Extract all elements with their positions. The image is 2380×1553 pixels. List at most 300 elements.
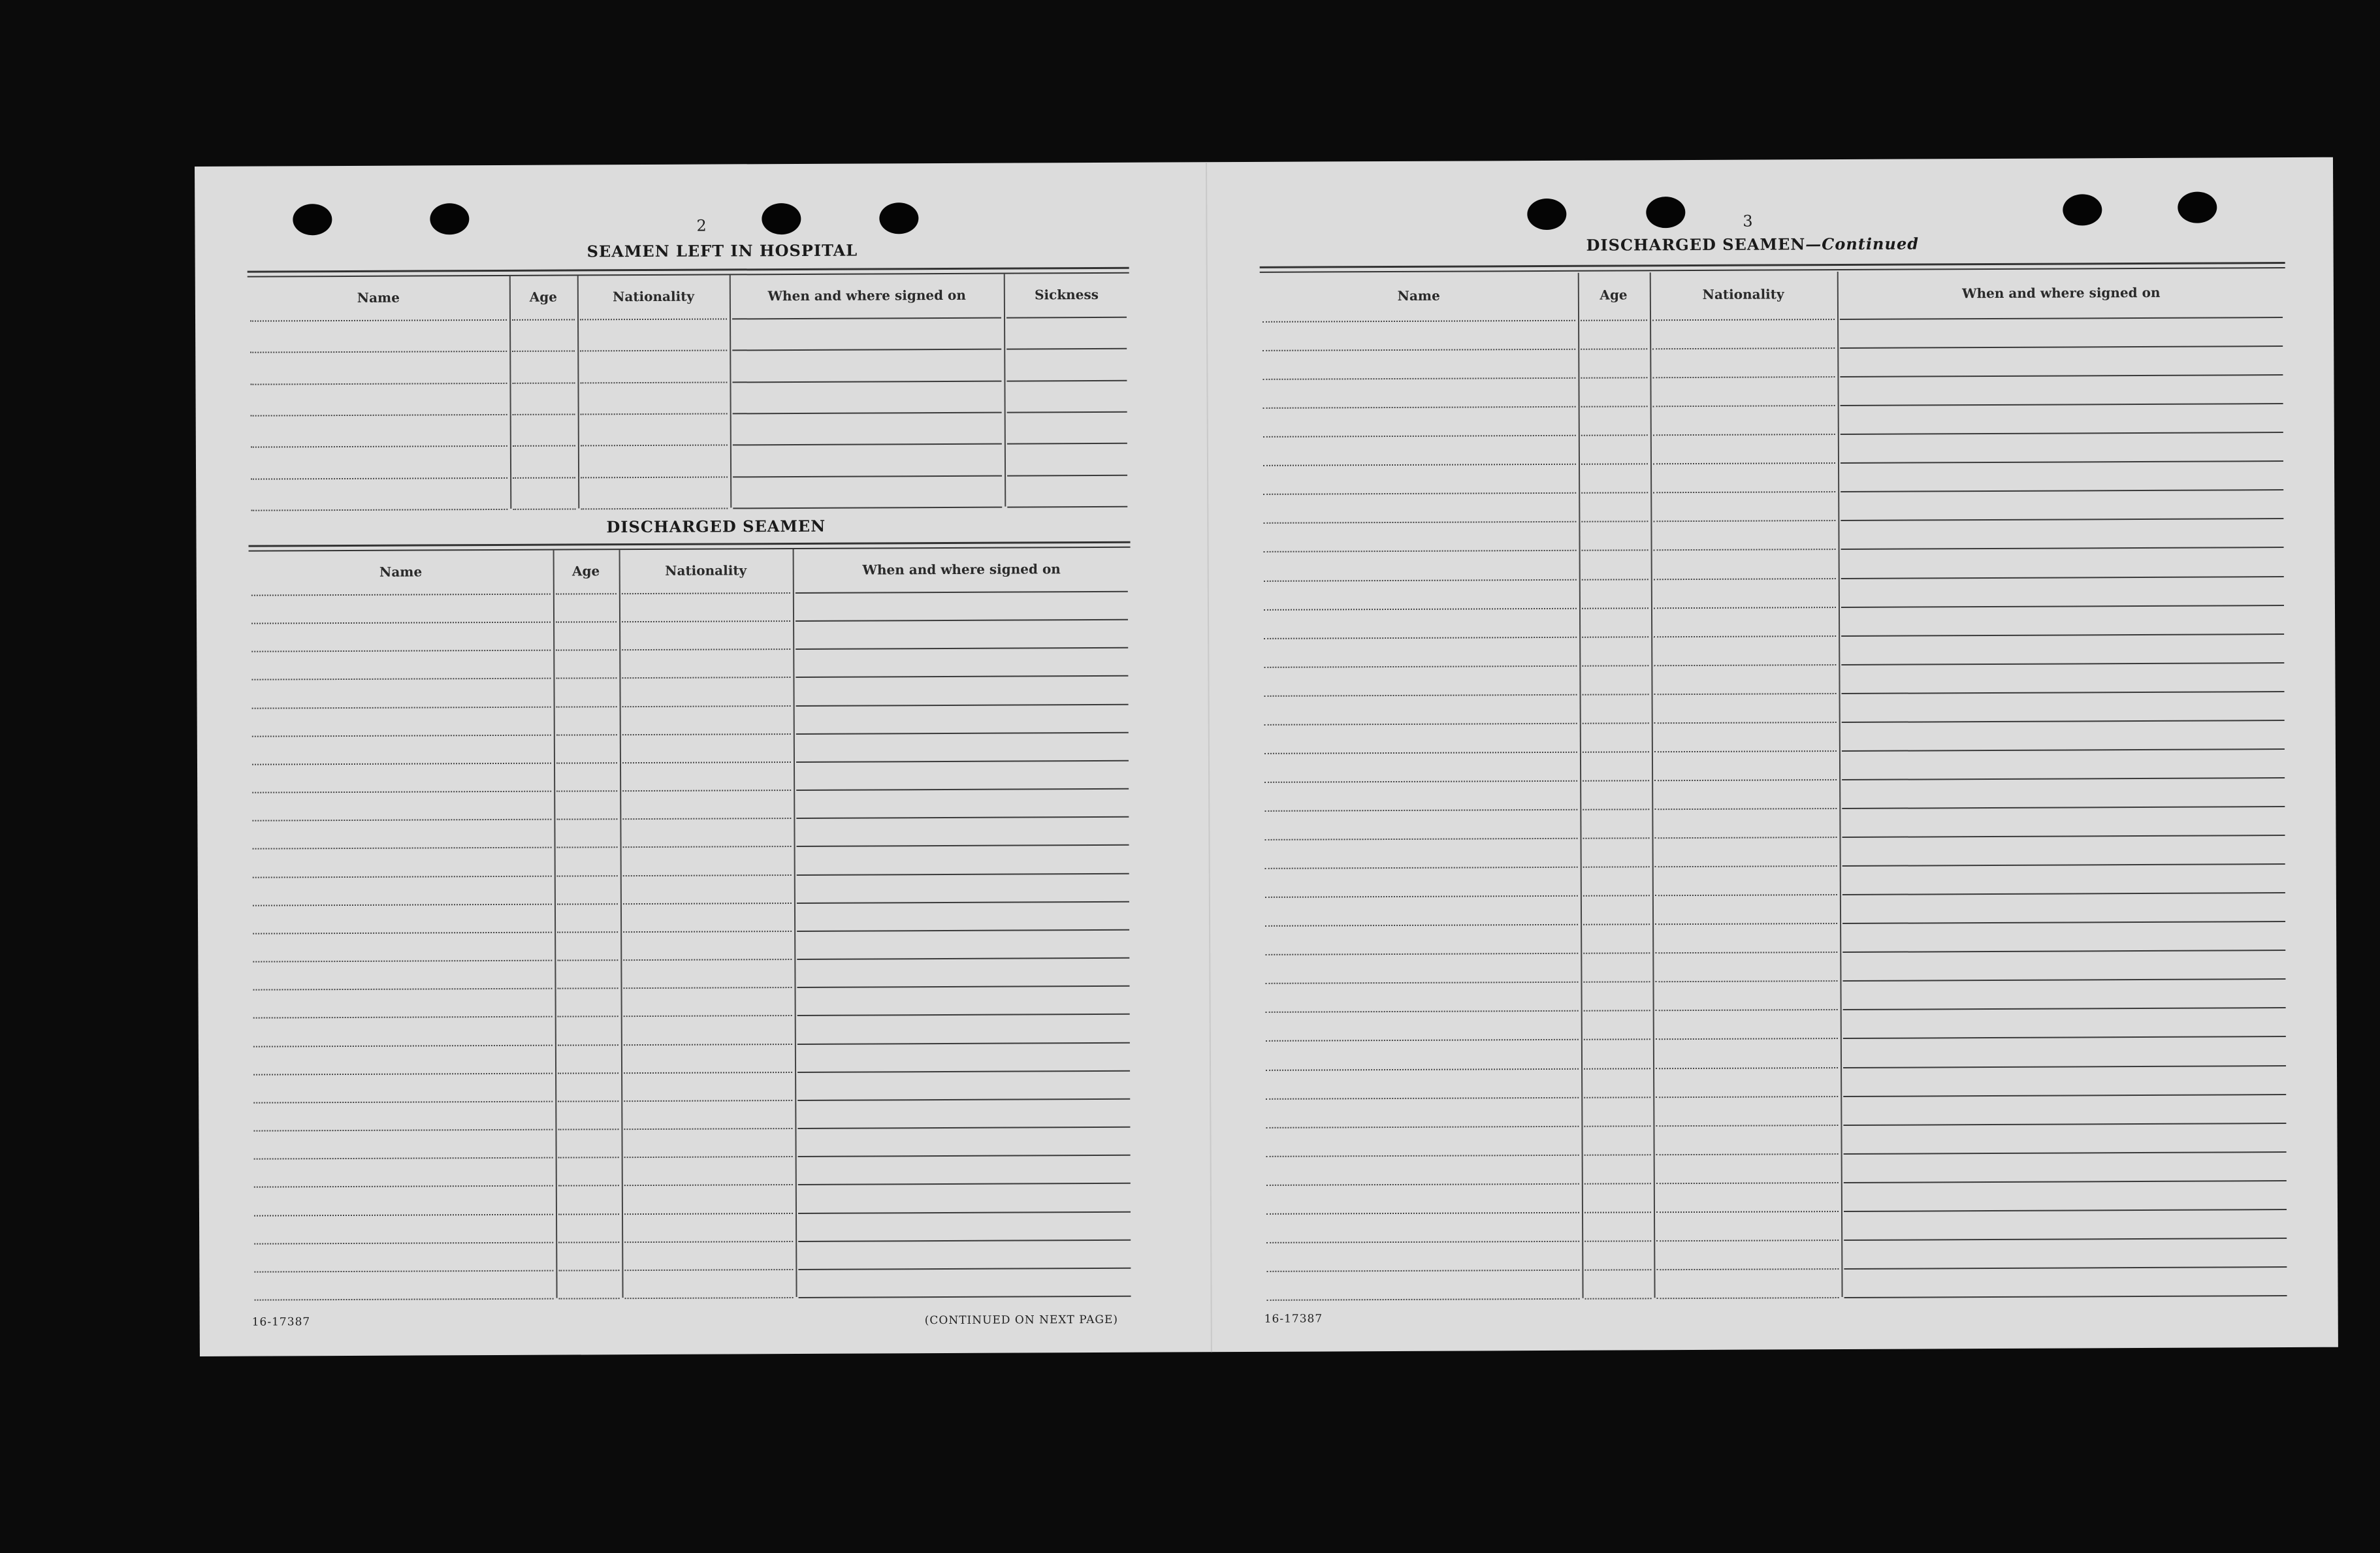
ruled-line xyxy=(1583,780,1649,781)
ruled-line xyxy=(624,1156,793,1158)
ruled-line xyxy=(733,380,1002,383)
ruled-line xyxy=(1267,1298,1580,1301)
ruled-line xyxy=(1656,1211,1839,1213)
ruled-line xyxy=(1844,1180,2287,1183)
column-header: Nationality xyxy=(612,288,695,305)
ruled-line xyxy=(1266,1039,1579,1042)
ruled-line xyxy=(1266,1212,1579,1215)
ruled-line xyxy=(251,477,507,480)
ruled-line xyxy=(251,509,507,511)
ruled-line xyxy=(1266,1125,1579,1128)
ruled-line xyxy=(512,319,575,320)
ruled-line xyxy=(622,733,791,735)
ruled-line xyxy=(622,761,791,763)
ruled-line xyxy=(253,932,552,935)
ruled-line xyxy=(1653,462,1835,464)
ruled-line xyxy=(796,844,1129,847)
ruled-line xyxy=(797,1042,1130,1044)
ruled-line xyxy=(513,413,575,415)
ruled-line xyxy=(1262,377,1575,380)
ruled-line xyxy=(797,1070,1130,1072)
discharged-table xyxy=(249,548,1134,1300)
ruled-line xyxy=(1843,1123,2286,1126)
ruled-line xyxy=(558,1044,619,1046)
ruled-line xyxy=(1264,579,1577,581)
ruled-line xyxy=(1841,576,2284,579)
ruled-line xyxy=(796,675,1128,678)
ruled-line xyxy=(1652,347,1835,349)
ruled-line xyxy=(1652,319,1835,321)
hospital-table xyxy=(248,274,1131,510)
ruled-line xyxy=(733,443,1002,446)
ruled-line xyxy=(1842,720,2285,723)
ruled-line xyxy=(1844,1295,2287,1298)
ruled-line xyxy=(1842,835,2285,838)
ruled-line xyxy=(556,593,617,594)
ruled-line xyxy=(1844,1238,2287,1241)
ruled-line xyxy=(1581,319,1647,321)
ruled-line xyxy=(1581,348,1647,349)
ruled-line xyxy=(622,790,791,792)
column-header: Nationality xyxy=(1702,285,1784,302)
column-divider xyxy=(730,275,732,507)
ruled-line xyxy=(1007,443,1127,445)
ruled-line xyxy=(1842,748,2285,752)
ruled-line xyxy=(622,648,790,650)
ruled-line xyxy=(1654,808,1837,810)
ruled-line xyxy=(250,319,507,322)
ruled-line xyxy=(253,1100,553,1103)
ruled-line xyxy=(1655,1038,1837,1040)
ruled-line xyxy=(1584,1269,1651,1270)
ruled-line xyxy=(1841,662,2284,665)
ruled-line xyxy=(254,1157,553,1160)
ruled-line xyxy=(622,677,790,679)
left-page xyxy=(247,162,1199,1356)
ruled-line xyxy=(1653,549,1835,551)
column-header: Age xyxy=(1600,287,1628,303)
ruled-line xyxy=(580,381,728,383)
ruled-line xyxy=(1264,780,1577,783)
ruled-line xyxy=(251,594,551,596)
ruled-line xyxy=(1655,1009,1837,1011)
ruled-line xyxy=(1581,435,1648,436)
discharged-continued-title xyxy=(1586,234,1919,254)
ruled-line xyxy=(1844,1209,2287,1212)
ruled-line xyxy=(1584,1183,1650,1184)
ruled-line xyxy=(1652,434,1835,436)
ruled-line xyxy=(1007,411,1127,413)
ruled-line xyxy=(253,875,552,878)
ruled-line xyxy=(558,1298,619,1299)
ruled-line xyxy=(1844,1151,2287,1155)
ruled-line xyxy=(732,317,1001,320)
ruled-line xyxy=(624,1100,792,1102)
ruled-line xyxy=(1654,750,1837,752)
ruled-line xyxy=(1842,806,2285,809)
ruled-line xyxy=(250,351,507,353)
column-divider xyxy=(1577,273,1583,1298)
ruled-line xyxy=(1265,895,1578,898)
ruled-line xyxy=(1843,1065,2286,1068)
ruled-line xyxy=(1584,1240,1651,1241)
ruled-line xyxy=(558,1213,619,1215)
ruled-line xyxy=(1264,809,1577,812)
ruled-line xyxy=(580,350,728,352)
ruled-line xyxy=(581,507,728,509)
ruled-line xyxy=(558,1100,619,1102)
ruled-line xyxy=(581,476,728,478)
ruled-line xyxy=(1584,1068,1650,1069)
ruled-line xyxy=(796,591,1128,594)
form-number: 16-17387 xyxy=(251,1315,311,1329)
column-header: Name xyxy=(379,564,423,580)
column-divider xyxy=(1649,272,1655,1298)
title-main: DISCHARGED SEAMEN xyxy=(1586,234,1806,255)
ruled-line xyxy=(1581,521,1648,522)
column-header: Age xyxy=(571,563,600,579)
form-number: 16-17387 xyxy=(1264,1312,1323,1326)
ruled-line xyxy=(556,621,617,622)
ruled-line xyxy=(1263,406,1576,409)
ruled-line xyxy=(1264,636,1577,639)
ruled-line xyxy=(1843,1036,2286,1040)
ruled-line xyxy=(1841,403,2283,406)
ruled-line xyxy=(1582,607,1648,609)
ruled-line xyxy=(512,382,575,383)
ruled-line xyxy=(1840,374,2283,377)
ruled-line xyxy=(1584,1154,1650,1155)
ruled-line xyxy=(1584,1039,1650,1040)
ruled-line xyxy=(254,1185,553,1188)
ruled-line xyxy=(1583,982,1650,983)
ruled-line xyxy=(1841,547,2283,551)
ruled-line xyxy=(1582,636,1648,637)
ruled-line xyxy=(622,620,790,622)
ruled-line xyxy=(1652,376,1835,378)
ruled-line xyxy=(556,790,617,792)
ruled-line xyxy=(1266,1154,1579,1157)
page-number: 2 xyxy=(696,216,707,235)
ruled-line xyxy=(251,650,551,652)
ruled-line xyxy=(254,1213,553,1216)
ruled-line xyxy=(1265,838,1578,841)
right-page xyxy=(1259,157,2296,1352)
ruled-line xyxy=(252,791,551,793)
ruled-line xyxy=(1654,635,1836,637)
ruled-line xyxy=(1265,867,1578,869)
ruled-line xyxy=(1583,837,1649,839)
ruled-line xyxy=(558,1270,619,1271)
column-header: When and where signed on xyxy=(1962,284,2161,301)
ruled-line xyxy=(797,873,1129,875)
ruled-line xyxy=(797,1098,1130,1101)
ruled-line xyxy=(1652,405,1835,407)
ruled-line xyxy=(253,903,552,906)
ruled-line xyxy=(623,874,792,876)
column-header: When and where signed on xyxy=(767,287,966,304)
ruled-line xyxy=(1582,665,1648,666)
ruled-line xyxy=(1583,895,1650,896)
ruled-line xyxy=(798,1268,1131,1270)
ruled-line xyxy=(1653,520,1835,522)
column-header: Name xyxy=(1397,287,1440,304)
ruled-line xyxy=(1581,492,1648,494)
ruled-line xyxy=(1264,550,1577,552)
ruled-line xyxy=(1656,1240,1839,1241)
ruled-line xyxy=(797,1014,1130,1016)
ruled-line xyxy=(1262,349,1575,351)
column-divider xyxy=(509,276,512,509)
ruled-line xyxy=(557,931,618,933)
ruled-line xyxy=(1843,1094,2286,1097)
ruled-line xyxy=(251,445,507,448)
ruled-line xyxy=(252,763,551,765)
ruled-line xyxy=(797,985,1129,988)
ruled-line xyxy=(556,734,617,735)
ruled-line xyxy=(1842,892,2285,895)
ruled-line xyxy=(251,414,507,417)
ruled-line xyxy=(558,1129,619,1130)
ruled-line xyxy=(733,507,1003,509)
column-header: When and where signed on xyxy=(862,561,1061,578)
ruled-line xyxy=(558,1241,619,1243)
ruled-line xyxy=(1263,464,1576,466)
ruled-line xyxy=(733,412,1002,415)
ruled-line xyxy=(1264,694,1577,697)
ruled-line xyxy=(1844,1266,2287,1270)
ruled-line xyxy=(622,818,791,820)
ruled-line xyxy=(1654,607,1836,609)
ruled-line xyxy=(1583,1010,1650,1012)
ruled-line xyxy=(624,1128,792,1130)
ruled-line xyxy=(625,1297,794,1299)
ruled-line xyxy=(797,957,1129,960)
ruled-line xyxy=(798,1211,1131,1213)
ruled-line xyxy=(255,1298,554,1301)
ruled-line xyxy=(1007,474,1127,476)
ruled-line xyxy=(1581,579,1648,580)
ruled-line xyxy=(624,1044,792,1046)
ruled-line xyxy=(1841,460,2283,464)
ruled-line xyxy=(797,929,1129,932)
ruled-line xyxy=(1655,923,1837,925)
ruled-line xyxy=(1007,379,1127,381)
ruled-line xyxy=(513,508,575,509)
ruled-line xyxy=(797,901,1129,904)
ruled-line xyxy=(796,732,1129,735)
column-divider xyxy=(1004,274,1006,507)
ruled-line xyxy=(1266,1270,1579,1272)
ruled-line xyxy=(1654,894,1837,896)
ruled-line xyxy=(1842,921,2285,924)
ruled-line xyxy=(796,647,1128,650)
ruled-line xyxy=(581,445,728,447)
ruled-line xyxy=(733,475,1003,477)
ruled-line xyxy=(580,318,728,320)
ruled-line xyxy=(798,1183,1131,1185)
ruled-line xyxy=(253,988,552,991)
ruled-line xyxy=(253,960,552,963)
ruled-line xyxy=(1263,521,1576,524)
ruled-line xyxy=(1654,722,1836,724)
ruled-line xyxy=(1842,978,2285,982)
ruled-line xyxy=(624,1241,793,1243)
ruled-line xyxy=(623,931,792,933)
ruled-line xyxy=(1264,723,1577,726)
ruled-line xyxy=(1584,1211,1651,1213)
ruled-line xyxy=(556,706,617,707)
discharged-continued-table xyxy=(1260,270,2290,1300)
ruled-line xyxy=(557,987,618,989)
column-divider xyxy=(619,550,624,1298)
ruled-line xyxy=(1581,406,1647,407)
discharged-section-title: DISCHARGED SEAMEN xyxy=(606,516,826,537)
ruled-line xyxy=(1656,1125,1838,1127)
ruled-line xyxy=(1581,464,1648,465)
ruled-line xyxy=(1654,837,1837,839)
ruled-line xyxy=(252,819,551,822)
ruled-line xyxy=(1842,950,2285,953)
ruled-line xyxy=(253,1044,553,1047)
ruled-line xyxy=(253,847,552,850)
ruled-line xyxy=(1656,1297,1839,1299)
ruled-line xyxy=(1266,1183,1579,1186)
column-divider xyxy=(553,551,557,1298)
ruled-line xyxy=(1582,722,1648,724)
ruled-line xyxy=(1008,506,1128,508)
ruled-line xyxy=(1584,1125,1650,1127)
ruled-line xyxy=(1656,1096,1838,1098)
ruled-line xyxy=(1655,980,1837,982)
ruled-line xyxy=(1656,1153,1838,1155)
ruled-line xyxy=(796,760,1129,763)
ruled-line xyxy=(796,703,1129,706)
title-continued: —Continued xyxy=(1805,234,1920,254)
ruled-line xyxy=(1841,605,2284,608)
ruled-line xyxy=(1840,345,2283,349)
ruled-line xyxy=(796,788,1129,791)
ruled-line xyxy=(1842,863,2285,867)
ruled-line xyxy=(558,1185,619,1187)
ruled-line xyxy=(1840,317,2283,320)
ruled-line xyxy=(252,734,551,737)
ruled-line xyxy=(624,1269,793,1271)
ruled-line xyxy=(1581,550,1648,551)
ruled-line xyxy=(556,847,617,848)
ruled-line xyxy=(1583,924,1650,925)
ruled-line xyxy=(1583,809,1649,810)
ruled-line xyxy=(1843,1007,2286,1010)
ruled-line xyxy=(1841,489,2283,492)
ruled-line xyxy=(1264,607,1577,610)
ruled-line xyxy=(623,987,792,989)
ruled-line xyxy=(250,383,507,385)
ruled-line xyxy=(254,1270,553,1272)
column-divider xyxy=(577,276,580,508)
ruled-line xyxy=(622,592,790,594)
ruled-line xyxy=(798,1239,1131,1241)
column-divider xyxy=(1837,272,1843,1297)
ruled-line xyxy=(1655,952,1837,953)
ruled-line xyxy=(1656,1067,1838,1069)
ruled-line xyxy=(1656,1182,1838,1184)
ruled-line xyxy=(252,706,551,709)
ruled-line xyxy=(1841,432,2283,435)
ruled-line xyxy=(581,413,728,415)
ruled-line xyxy=(556,678,617,679)
ruled-line xyxy=(253,1129,553,1132)
ruled-line xyxy=(1841,633,2284,637)
ruled-line xyxy=(1265,982,1578,984)
ruled-line xyxy=(557,903,618,905)
ruled-line xyxy=(1264,752,1577,754)
ruled-line xyxy=(1583,866,1649,867)
ruled-line xyxy=(1266,1097,1579,1099)
ruled-line xyxy=(624,1184,793,1186)
ruled-line xyxy=(513,477,575,478)
ruled-line xyxy=(556,649,617,650)
ruled-line xyxy=(1654,693,1836,695)
ruled-line xyxy=(513,445,575,447)
ruled-line xyxy=(798,1155,1131,1157)
ruled-line xyxy=(1653,578,1835,580)
ruled-line xyxy=(1264,665,1577,667)
ruled-line xyxy=(797,1127,1130,1129)
ruled-line xyxy=(1266,1010,1579,1013)
ruled-line xyxy=(557,1016,618,1017)
ruled-line xyxy=(1265,924,1578,927)
ruled-line xyxy=(1266,1068,1579,1070)
ruled-line xyxy=(796,619,1128,622)
ruled-line xyxy=(1841,691,2284,694)
ruled-line xyxy=(556,875,617,876)
ruled-line xyxy=(1265,953,1578,955)
column-header: Name xyxy=(357,289,400,306)
ruled-line xyxy=(1841,518,2283,521)
continued-note: (CONTINUED ON NEXT PAGE) xyxy=(924,1313,1119,1328)
ruled-line xyxy=(1654,664,1836,666)
hospital-section-title: SEAMEN LEFT IN HOSPITAL xyxy=(587,240,858,261)
column-header: Sickness xyxy=(1035,286,1099,303)
column-divider xyxy=(793,549,797,1297)
ruled-line xyxy=(1262,320,1575,323)
ruled-line xyxy=(1584,1097,1650,1098)
ruled-line xyxy=(1581,377,1647,378)
page-number: 3 xyxy=(1743,212,1753,231)
ruled-line xyxy=(624,1213,793,1215)
ruled-line xyxy=(254,1241,553,1244)
page-fold xyxy=(1206,162,1212,1352)
ruled-line xyxy=(624,1072,792,1074)
ruled-line xyxy=(798,1296,1131,1298)
ruled-line xyxy=(557,959,618,961)
ruled-line xyxy=(1583,953,1650,954)
ruled-line xyxy=(1653,491,1835,493)
document-sheet xyxy=(195,157,2338,1356)
ruled-line xyxy=(1583,751,1649,752)
ruled-line xyxy=(1006,317,1127,319)
ruled-line xyxy=(253,1016,553,1019)
ruled-line xyxy=(1654,779,1837,781)
ruled-line xyxy=(623,903,792,905)
ruled-line xyxy=(1654,865,1837,867)
ruled-line xyxy=(733,349,1002,351)
ruled-line xyxy=(1007,348,1127,350)
ruled-line xyxy=(1263,492,1576,495)
ruled-line xyxy=(1656,1268,1839,1270)
ruled-line xyxy=(1263,435,1576,438)
